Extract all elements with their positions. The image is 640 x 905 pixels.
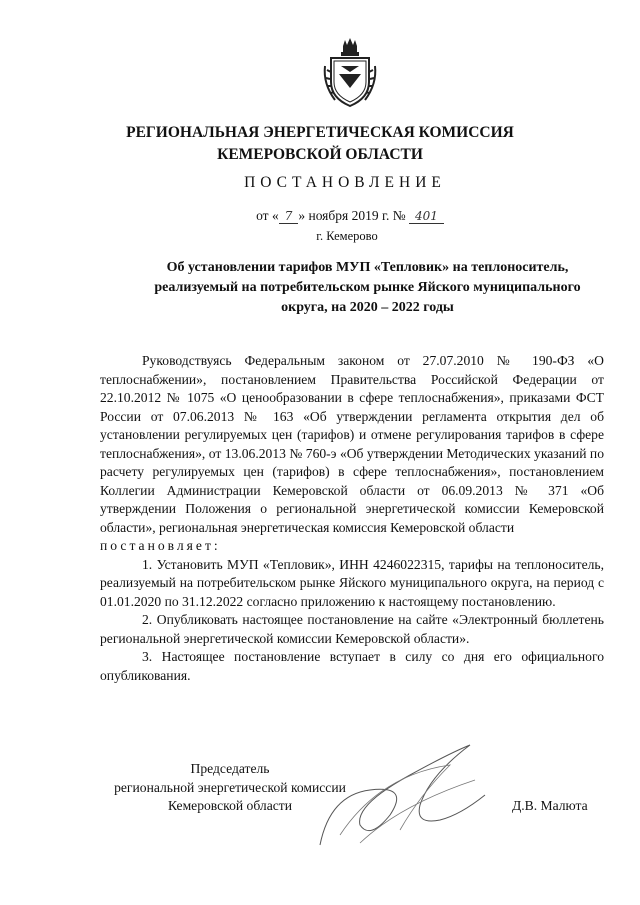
signatory-name: Д.В. Малюта (512, 798, 588, 813)
item-3: 3. Настоящее постановление вступает в силу со дня его официального опубликования. (100, 649, 604, 683)
subject-line-2: реализуемый на потребительском рынке Яйского муниципального (154, 280, 581, 295)
item-2: 2. Опубликовать настоящее постановление на сайте «Электронный бюллетень региональной энергетической комиссии Кемеровской области». (100, 612, 604, 646)
decree-word: постановляет: (100, 538, 221, 553)
date-day: 7 (279, 209, 299, 224)
signatory-title-line-2: региональной энергетической комиссии (114, 779, 346, 795)
handwritten-signature-icon (300, 735, 500, 855)
subject-line-3: округа, на 2020 – 2022 годы (281, 300, 454, 315)
signatory-title-line-3: Кемеровской области (167, 798, 292, 813)
issuer-line-2: КЕМЕРОВСКОЙ ОБЛАСТИ (217, 146, 423, 163)
city: г. Кемерово (316, 229, 378, 243)
coat-of-arms-icon (321, 36, 379, 108)
document-date-line (0, 208, 640, 224)
date-prefix: от « (256, 208, 279, 223)
document-body (100, 352, 604, 685)
document-number: 401 (409, 209, 444, 224)
document-subject (130, 258, 605, 318)
preamble-paragraph: Руководствуясь Федеральным законом от 27.07.2010 № 190-ФЗ «О теплоснабжении», постановлением Правительства Российской Федерации от 22.10.2012 № 1075 «О ценообразовании в сфере теплоснабжения», приказами ФСТ России от 07.06.2013 № 163 «Об утверждении регламента открытия дел об установлении регулируемых цен (тарифов) и отмене регулирования тарифов в сфере теплоснабжения», от 13.06.2013 № 760-э «Об утверждении Методических указаний по расчету регулируемых цен (тарифов) в сфере теплоснабжения», постановлением Коллегии Администрации Кемеровской области от 06.09.2013 № 371 «Об утверждении Положения о региональной энергетической комиссии Кемеровской области», региональная энергетическая комиссия Кемеровской области (100, 353, 604, 535)
signatory-title-line-1: Председатель (190, 761, 270, 776)
document-type: ПОСТАНОВЛЕНИЕ (244, 174, 446, 191)
item-1: 1. Установить МУП «Тепловик», ИНН 4246022315, тарифы на теплоноситель, реализуемый на потребительском рынке Яйского муниципального округа, на период с 01.01.2020 по 31.12.2022 согласно приложению к настоящему постановлению. (100, 556, 604, 609)
issuer-line-1: РЕГИОНАЛЬНАЯ ЭНЕРГЕТИЧЕСКАЯ КОМИССИЯ (126, 124, 514, 141)
subject-line-1: Об установлении тарифов МУП «Тепловик» на теплоноситель, (166, 260, 569, 275)
date-suffix: » ноября 2019 г. № (298, 208, 406, 223)
issuer-name (0, 122, 640, 166)
